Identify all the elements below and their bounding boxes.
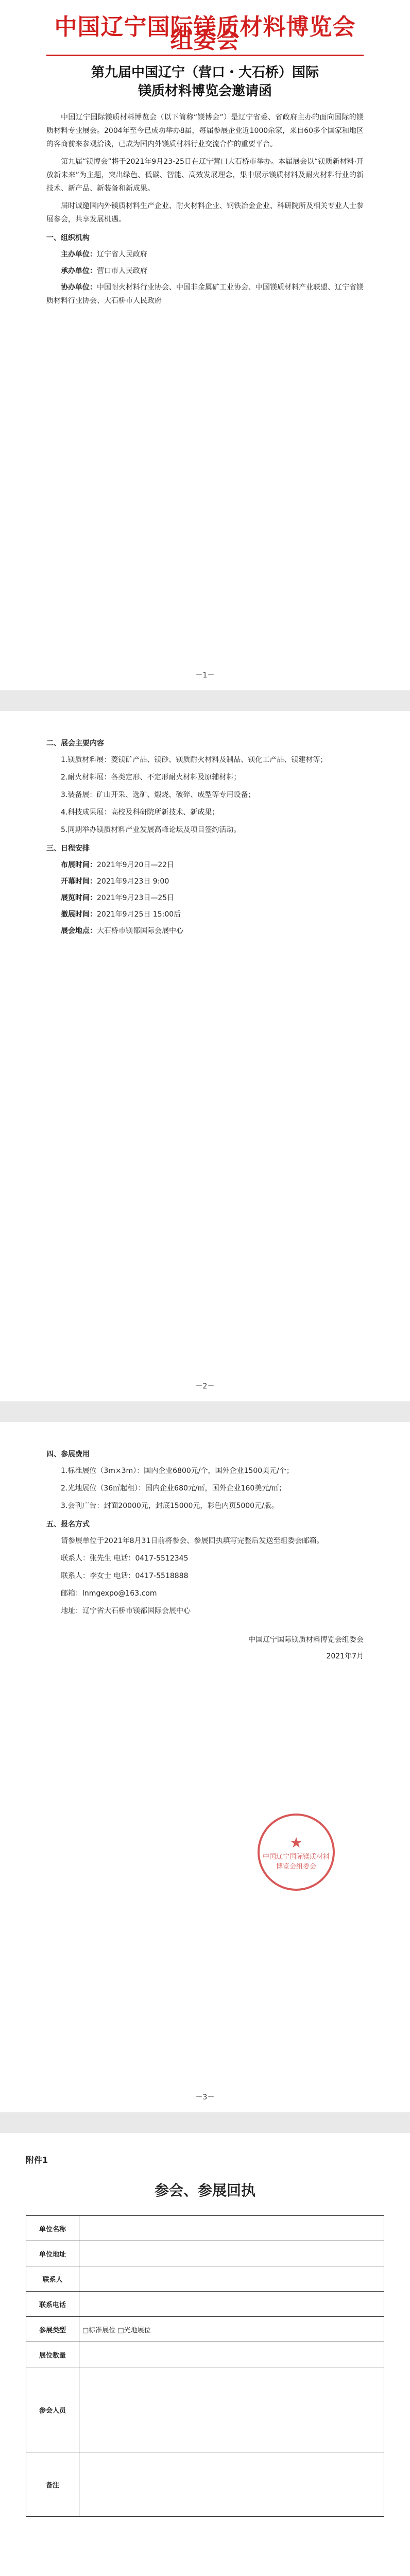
contact-line: 邮箱：lnmgexpo@163.com (61, 1589, 157, 1598)
reply-form (26, 2215, 384, 2517)
red-rule (46, 55, 364, 56)
content-item: 5.同期举办镁质材料产业发展高峰论坛及项目签约活动。 (61, 826, 241, 834)
form-label: 联系电话 (26, 2292, 79, 2317)
form-label: 联系人 (26, 2266, 79, 2292)
page-number: －2－ (195, 1382, 215, 1391)
section-heading: 五、报名方式 (46, 1520, 90, 1529)
form-field[interactable] (79, 2292, 384, 2317)
form-field[interactable] (79, 2216, 384, 2241)
fee-item: 2.光地展位（36㎡起租）：国内企业680元/㎡，国外企业160美元/㎡； (61, 1484, 286, 1493)
page-gap (0, 1401, 410, 1422)
org-value: 中国耐火材料行业协会、中国非金属矿工业协会、中国镁质材料产业联盟、辽宁省镁质材料行业协会、大石桥市人民政府 (46, 283, 364, 305)
page-2 (0, 711, 410, 1401)
form-row (26, 2317, 384, 2342)
doc-title-line1: 第九届中国辽宁（营口・大石桥）国际 (91, 65, 319, 80)
schedule-value: 2021年9月23日—25日 (97, 894, 175, 902)
form-row (26, 2216, 384, 2241)
schedule-value: 2021年9月25日 15:00后 (97, 910, 181, 919)
form-field[interactable] (79, 2452, 384, 2517)
page-3 (0, 1422, 410, 2112)
sign-org: 中国辽宁国际镁质材料博览会组委会 (248, 1636, 364, 1644)
content-item: 1.镁质材料展：菱镁矿产品、镁砂、镁质耐火材料及制品、镁化工产品、镁建材等； (61, 756, 328, 764)
org-row (46, 248, 364, 261)
org-label: 承办单位： (61, 267, 97, 275)
section-heading: 二、展会主要内容 (46, 739, 104, 748)
contact-line: 联系人：张先生 电话：0417-5512345 (61, 1554, 189, 1563)
form-row (26, 2266, 384, 2292)
schedule-row (46, 891, 364, 905)
doc-title-line2: 镁质材料博览会邀请函 (138, 83, 272, 99)
org-value: 辽宁省人民政府 (97, 250, 147, 259)
seal-text: 中国辽宁国际镁质材料博览会组委会 (262, 1853, 330, 1871)
form-label: 参会人员 (26, 2367, 79, 2452)
form-field[interactable] (79, 2367, 384, 2452)
form-row (26, 2367, 384, 2452)
form-field[interactable] (79, 2241, 384, 2266)
annex1-title: 参会、参展回执 (154, 2182, 255, 2199)
page-4 (0, 2133, 410, 2576)
schedule-label: 展览时间： (61, 894, 97, 902)
form-label: 单位名称 (26, 2216, 79, 2241)
content-item: 2.耐火材料展：各类定形、不定形耐火材料及原辅材料； (61, 773, 241, 782)
contact-line: 请参展单位于2021年8月31日前将参会、参展回执填写完整后发送至组委会邮箱。 (61, 1537, 324, 1545)
fee-item: 3.会刊广告：封面20000元，封底15000元，彩色内页5000元/版。 (61, 1502, 279, 1510)
form-row (26, 2342, 384, 2367)
annex1-heading: 附件1 (26, 2155, 48, 2165)
form-row (26, 2452, 384, 2517)
intro-paragraph: 中国辽宁国际镁质材料博览会（以下简称“镁博会”）是辽宁省委、省政府主办的面向国际的镁质材料专业展会。2004年至今已成功举办8届，每届参展企业近1000余家，来自60多个国家和地区的客商前来参观洽谈，已成为国内外镁质材料行业交流合作的重要平台。 (46, 113, 364, 148)
intro-paragraph: 第九届“镁博会”将于2021年9月23-25日在辽宁营口大石桥市举办。本届展会以“镁质新材料·开放新未来”为主题，突出绿色、低碳、智能、高效发展理念，集中展示镁质材料及耐火材料行业的新技术、新产品、新装备和新成果。 (46, 158, 364, 193)
form-row (26, 2241, 384, 2266)
page-number: －3－ (195, 2093, 215, 2102)
schedule-label: 开幕时间： (61, 877, 97, 886)
form-label: 备注 (26, 2452, 79, 2517)
content-item: 4.科技成果展：高校及科研院所新技术、新成果； (61, 808, 219, 817)
content-item: 3.装备展：矿山开采、选矿、煅烧、破碎、成型等专用设备； (61, 791, 255, 799)
fee-item: 1.标准展位（3m×3m）：国内企业6800元/个，国外企业1500美元/个； (61, 1467, 294, 1475)
page-number: －1－ (195, 671, 215, 680)
schedule-value: 2021年9月20日—22日 (97, 861, 175, 869)
schedule-value: 2021年9月23日 9:00 (97, 877, 169, 886)
page-1 (0, 0, 410, 690)
official-seal (258, 1814, 335, 1891)
org-label: 主办单位： (61, 250, 97, 259)
form-label: 展位数量 (26, 2342, 79, 2367)
schedule-label: 撤展时间： (61, 910, 97, 919)
schedule-value: 大石桥市镁都国际会展中心 (97, 927, 183, 935)
schedule-row (46, 924, 364, 938)
form-label: 参展类型 (26, 2317, 79, 2342)
schedule-row (46, 908, 364, 921)
sign-date: 2021年7月 (326, 1652, 364, 1660)
schedule-row (46, 875, 364, 888)
page-gap (0, 690, 410, 711)
org-row (46, 264, 364, 278)
schedule-row (46, 858, 364, 872)
org-title: 中国辽宁国际镁质材料博览会组委会 (54, 14, 356, 54)
section-heading: 四、参展费用 (46, 1450, 90, 1459)
org-label: 协办单位： (61, 283, 97, 292)
contact-line: 联系人：李女士 电话：0417-5518888 (61, 1572, 189, 1580)
intro-paragraph: 届时诚邀国内外镁质材料生产企业、耐火材料企业、钢铁冶金企业、科研院所及相关专业人士参展参会，共享发展机遇。 (46, 202, 364, 224)
form-field[interactable] (79, 2342, 384, 2367)
section-heading: 三、日程安排 (46, 844, 90, 853)
org-row (46, 281, 364, 308)
org-value: 营口市人民政府 (97, 267, 147, 275)
schedule-label: 布展时间： (61, 861, 97, 869)
contact-line: 地址：辽宁省大石桥市镁都国际会展中心 (61, 1607, 191, 1615)
page-gap (0, 2112, 410, 2133)
form-label: 单位地址 (26, 2241, 79, 2266)
schedule-label: 展会地点： (61, 927, 97, 935)
form-field[interactable] (79, 2266, 384, 2292)
form-row (26, 2292, 384, 2317)
form-field[interactable]: □标准展位 □光地展位 (79, 2317, 384, 2342)
seal-star-icon: ★ (289, 1834, 303, 1851)
section-heading: 一、组织机构 (46, 234, 90, 242)
